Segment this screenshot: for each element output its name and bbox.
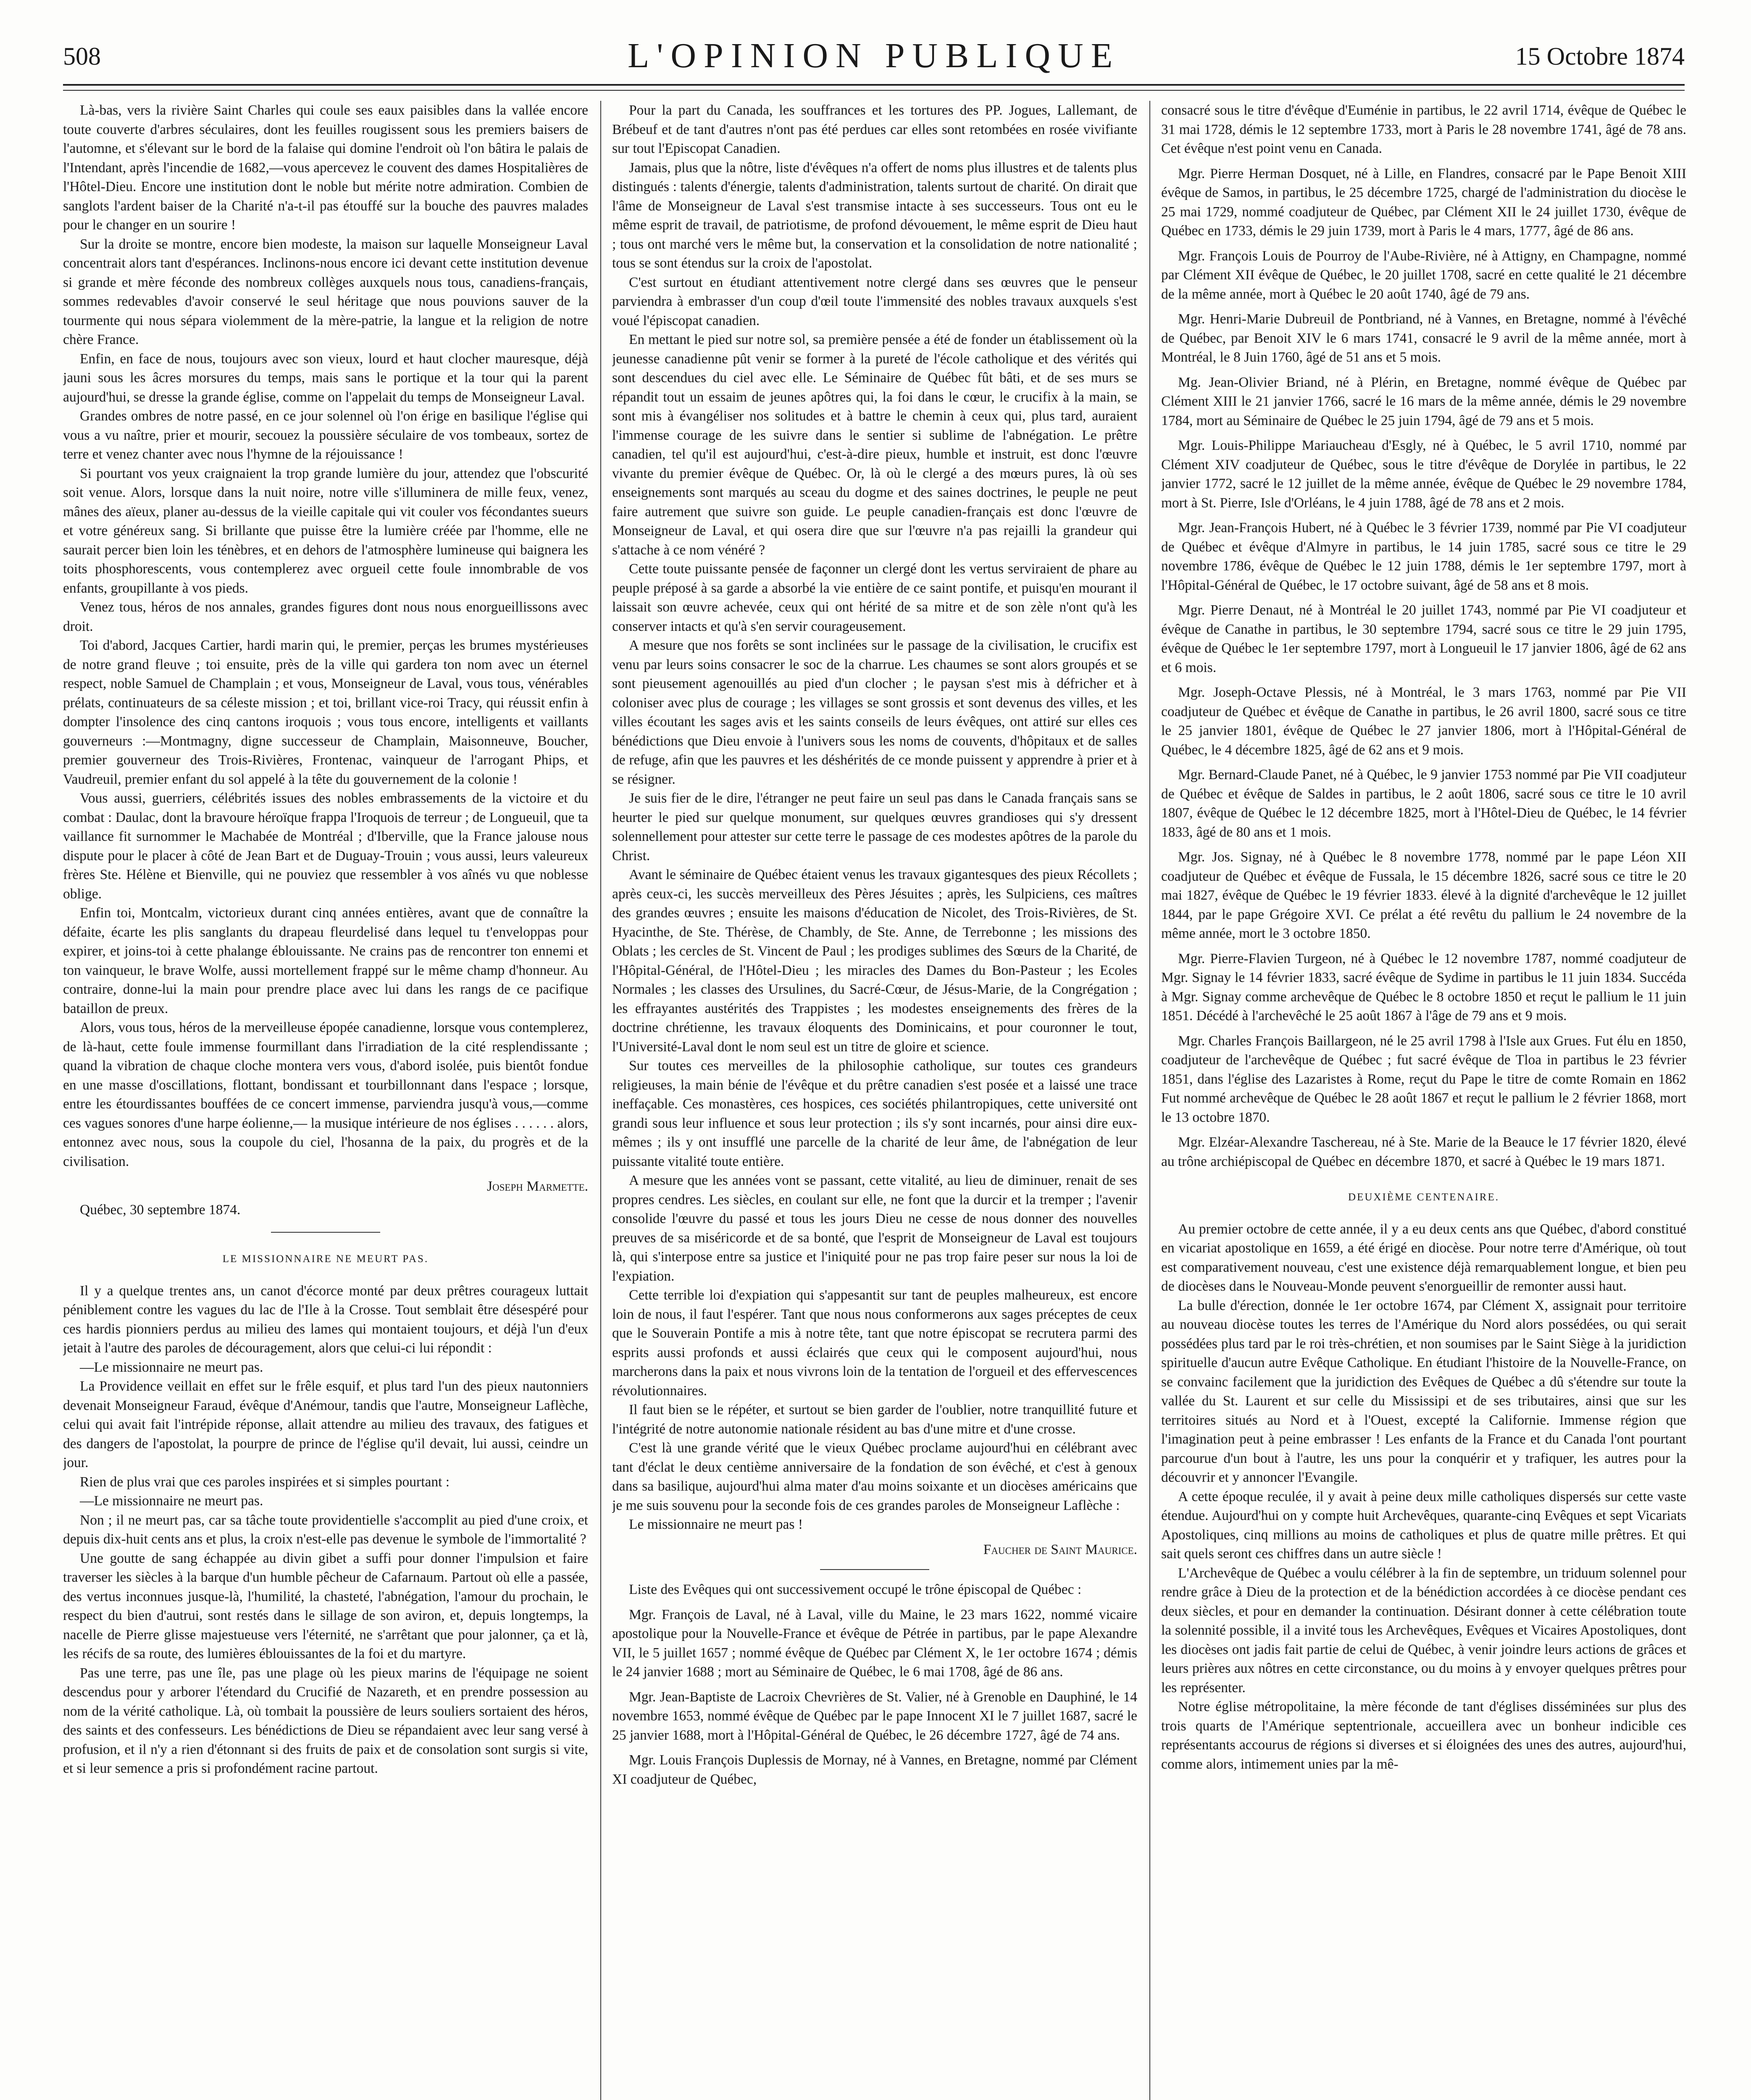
bishop-entry: Mgr. Joseph-Octave Plessis, né à Montréal, le 3 mars 1763, nommé par Pie VII coadjuteur de Québec et évêque de Canathe in partibus, le 26 avril 1800, sacré sous ce titre le 25 janvier 1801, évêque de Québec le 27 janvier 1806, mort à l'Hôpital-Général de Québec, le 4 décembre 1825, âgé de 62 ans et 9 mois.: [1161, 685, 1686, 758]
paragraph: Le missionnaire ne meurt pas !: [629, 1517, 803, 1532]
section-title: DEUXIÈME CENTENAIRE.: [1348, 1192, 1499, 1203]
bishop-entry: Mgr. Jean-François Hubert, né à Québec le 3 février 1739, nommé par Pie VI coadjuteur de Québec et évêque d'Almyre in partibus, le 14 juin 1785, sacré sous ce titre le 29 novembre 1786, évêque de Québec le 12 juin 1788, démis le 1er septembre 1797, mort à l'Hôpital-Général de Québec, le 17 octobre suivant, âgé de 58 ans et 8 mois.: [1161, 520, 1686, 593]
paragraph: Cette terrible loi d'expiation qui s'appesantit sur tant de peuples malheureux, est encore loin de nous, il faut l'espérer. Tant que nous nous conformerons aux sages préceptes de ceux que le Souverain Pontife a mis à notre tête, tant que notre épiscopat se recrutera parmi des esprits aussi profonds et aussi éclairés que ceux qui le composent aujourd'hui, nous marcherons dans la paix et nous vivrons loin de la tentation de l'orgueil et des effervescences révolutionnaires.: [612, 1287, 1137, 1399]
column-divider: [600, 101, 601, 2100]
column-3: [1161, 101, 1686, 2100]
author-signature: Faucher de Saint Maurice.: [983, 1541, 1137, 1557]
paragraph: Rien de plus vrai que ces paroles inspirées et si simples pourtant :: [80, 1474, 450, 1490]
section-rule: [820, 1569, 929, 1570]
paragraph: Là-bas, vers la rivière Saint Charles qui coule ses eaux paisibles dans la vallée encore toute couverte d'arbres séculaires, dont les feuilles rougissent sous les premiers baisers de l'automne, et s'élevant sur le bord de la falaise qui domine l'endroit où l'on bâtira le palais de l'Intendant, après l'incendie de 1682,—vous apercevez le couvent des dames Hospitalières de l'Hôtel-Dieu. Encore une institution dont le noble but mérite notre admiration. Combien de sanglots l'ardent baiser de la Charité n'a-t-il pas étouffé sur la bouche des pauvres malades pour le changer en un sourire !: [63, 102, 588, 233]
bishop-entry: Mgr. François de Laval, né à Laval, ville du Maine, le 23 mars 1622, nommé vicaire apostolique pour la Nouvelle-France et évêque de Pétrée in partibus, par le pape Alexandre VII, le 5 juillet 1657 ; nommé évêque de Québec par Clément X, le 1er octobre 1674 ; démis le 24 janvier 1688 ; mort au Séminaire de Québec, le 6 mai 1708, âgé de 86 ans.: [612, 1606, 1137, 1680]
issue-date: 15 Octobre 1874: [1515, 42, 1685, 70]
paragraph: consacré sous le titre d'évêque d'Euménie in partibus, le 22 avril 1714, évêque de Québec le 31 mai 1728, démis le 12 septembre 1733, mort à Paris le 28 novembre 1741, âgé de 78 ans. Cet évêque n'est point venu en Canada.: [1161, 102, 1686, 156]
bishop-entry: Mgr. Jean-Baptiste de Lacroix Chevrières de St. Valier, né à Grenoble en Dauphiné, le 14 novembre 1653, nommé évêque de Québec par le pape Innocent XI le 7 juillet 1687, sacré le 25 janvier 1688, mort à l'Hôpital-Général de Québec, le 26 décembre 1727, âgé de 74 ans.: [612, 1689, 1137, 1743]
paragraph: Il faut bien se le répéter, et surtout se bien garder de l'oublier, notre tranquillité future et l'intégrité de notre autonomie nationale résident au bas d'une mitre et d'une crosse.: [612, 1402, 1137, 1437]
paragraph: A mesure que nos forêts se sont inclinées sur le passage de la civilisation, le crucifix est venu par leurs soins consacrer le soc de la charrue. Les chaumes se sont alors groupés et se sont pieusement agenouillés au pied d'un clocher ; le paysan s'est mis à défricher et à coloniser avec plus de courage ; les villages se sont grossis et sont devenus des villes, et les villes écoutant les sages avis et les saints conseils de leurs évêques, ont attiré sur elles ces bénédictions que Dieu envoie à l'univers sous les noms de couvents, d'hôpitaux et de salles de refuge, afin que les pauvres et les déshérités de ce monde puissent y apprendre à prier et à se résigner.: [612, 638, 1137, 787]
paragraph: Si pourtant vos yeux craignaient la trop grande lumière du jour, attendez que l'obscurité soit venue. Alors, lorsque dans la nuit noire, notre ville s'illuminera de mille feux, venez, mânes des aïeux, planer au-dessus de la vieille capitale qui vit couler vos fécondantes sueurs et votre généreux sang. Si brillante que puisse être la lumière créée par l'homme, elle ne saurait percer bien loin les ténèbres, et en dehors de l'atmosphère lumineuse qui baignera les toits phosphorescents, vous contemplerez avec orgueil cette foule innombrable de vos enfants, groupillante à vos pieds.: [63, 465, 588, 596]
bishop-entry: Mgr. François Louis de Pourroy de l'Aube-Rivière, né à Attigny, en Champagne, nommé par Clément XII évêque de Québec, le 20 juillet 1708, sacré en cette qualité le 21 décembre de la même année, mort à Québec le 20 août 1740, âgé de 79 ans.: [1161, 248, 1686, 302]
bishop-entry: Mgr. Elzéar-Alexandre Taschereau, né à Ste. Marie de la Beauce le 17 février 1820, élevé au trône archiépiscopal de Québec en décembre 1870, et sacré à Québec le 19 mars 1871.: [1161, 1134, 1686, 1169]
paragraph: En mettant le pied sur notre sol, sa première pensée a été de fonder un établissement où la jeunesse canadienne pût venir se former à la pureté de l'école catholique et des vérités qui sont descendues du ciel avec elle. Le Séminaire de Québec fût bâti, et de ses murs se répandit tout un essaim de jeunes apôtres qui, la foi dans le cœur, le crucifix à la main, se sont mis à évangéliser nos solitudes et à battre le chemin à ceux qui, plus tard, auraient l'immense courage de les suivre dans le sentier si sublime de l'abnégation. Le prêtre canadien, tel qu'il est aujourd'hui, c'est-à-dire pieux, humble et instruit, est donc l'œuvre vivante du premier évêque de Québec. Or, là où le clergé a des mœurs pures, là où ses enseignements sont marqués au sceau du dogme et des saines doctrines, le peuple ne peut faire autrement que suivre son guide. Le peuple canadien-français est donc l'œuvre de Monseigneur de Laval, et qui osera dire que sur l'œuvre n'a pas rejailli la grandeur qui s'attache à ce nom vénéré ?: [612, 332, 1137, 558]
bishop-entry: Mg. Jean-Olivier Briand, né à Plérin, en Bretagne, nommé évêque de Québec par Clément XIII le 21 janvier 1766, sacré le 16 mars de la même année, démis le 29 novembre 1784, mort au Séminaire de Québec le 25 juin 1794, âgé de 79 ans et 5 mois.: [1161, 374, 1686, 428]
page-number: 508: [63, 42, 101, 70]
paragraph: —Le missionnaire ne meurt pas.: [80, 1359, 263, 1375]
header-rule: [63, 84, 1685, 91]
bishop-entry: Mgr. Jos. Signay, né à Québec le 8 novembre 1778, nommé par le pape Léon XII coadjuteur de Québec et évêque de Fussala, le 15 décembre 1826, sacré sous ce titre le 20 mai 1827, évêque de Québec le 19 février 1833. élevé à la dignité d'archevêque le 12 juillet 1844, par le pape Grégoire XVI. Ce prélat a été revêtu du pallium le 24 novembre de la même année, mort le 3 octobre 1850.: [1161, 849, 1686, 941]
paragraph: Avant le séminaire de Québec étaient venus les travaux gigantesques des pieux Récollets ; après ceux-ci, les succès merveilleux des Pères Jésuites ; après, les Sulpiciens, ces maîtres des grandes œuvres ; ensuite les maisons d'éducation de Nicolet, des Trois-Rivières, de St. Hyacinthe, de Ste. Thérèse, de Chambly, de Ste. Anne, de Terrebonne ; les missions des Oblats ; les cercles de St. Vincent de Paul ; les prodiges sublimes des Sœurs de la Charité, de l'Hôpital-Général, de l'Hôtel-Dieu ; les miracles des Dames du Bon-Pasteur ; les Ecoles Normales ; les classes des Ursulines, du Sacré-Cœur, de Jésus-Marie, de la Congrégation ; les effrayantes austérités des Trappistes ; les modestes enseignements des frères de la doctrine chrétienne, les travaux éloquents des Dominicains, et pour couronner le tout, l'Université-Laval dont le nom seul est un titre de gloire et science.: [612, 867, 1137, 1055]
paragraph: Sur la droite se montre, encore bien modeste, la maison sur laquelle Monseigneur Laval concentrait alors tant d'espérances. Inclinons-nous encore ici devant cette institution devenue si grande et mère féconde des nombreux collèges auxquels nous tous, canadiens-français, sommes redevables d'avoir conservé le seul héritage que nous pouvions sauver de la tourmente qui nous sépara violemment de la mère-patrie, la langue et la religion de notre chère France.: [63, 236, 588, 347]
paragraph: Cette toute puissante pensée de façonner un clergé dont les vertus serviraient de phare au peuple préposé à sa garde a absorbé la vie entière de ce saint pontife, et puisqu'en mourant il laissait son œuvre achevée, ceux qui ont hérité de sa mitre et de son zèle n'ont qu'à les conserver intacts et qu'à s'en servir courageusement.: [612, 561, 1137, 634]
paragraph: L'Archevêque de Québec a voulu célébrer à la fin de septembre, un triduum solennel pour rendre grâce à Dieu de la protection et de la bénédiction accordées à ce diocèse pendant ces deux siècles, et pour en demander la continuation. Désirant donner à cette célébration toute la solennité possible, il a invité tous les Archevêques, Evêques et Vicaires Apostoliques, dont les diocèses ont jadis fait partie de celui de Québec, à venir joindre leurs actions de grâces et leurs prières aux nôtres en cette circonstance, ou du moins à y envoyer quelques prêtres pour les représenter.: [1161, 1565, 1686, 1696]
column-divider: [1149, 101, 1150, 2100]
bishop-entry: Mgr. Pierre-Flavien Turgeon, né à Québec le 12 novembre 1787, nommé coadjuteur de Mgr. Signay le 14 février 1833, sacré évêque de Sydime in partibus le 11 juin 1834. Succéda à Mgr. Signay comme archevêque de Québec le 8 octobre 1850 et reçut le pallium le 11 juin 1851. Décédé à l'archevêché le 25 août 1867 à l'âge de 79 ans et 9 mois.: [1161, 950, 1686, 1024]
paragraph: Notre église métropolitaine, la mère féconde de tant d'églises disséminées sur plus des trois quarts de l'Amérique septentrionale, accueillera avec un bonheur indicible ces représentants accourus de régions si diverses et si éloignées des unes des autres, aujourd'hui, comme alors, intimement unies par la mê-: [1161, 1699, 1686, 1772]
paragraph: Grandes ombres de notre passé, en ce jour solennel où l'on érige en basilique l'église qui vous a vu naître, prier et mourir, secouez la poussière séculaire de vos tombeaux, sortez de terre et venez chanter avec nous l'hymne de la réjouissance !: [63, 408, 588, 462]
paragraph: A mesure que les années vont se passant, cette vitalité, au lieu de diminuer, renait de ses propres cendres. Les siècles, en coulant sur elle, ne font que la durcir et la tremper ; l'avenir consolide l'œuvre du passé et tous les jours Dieu ne cesse de nous donner des nouvelles preuves de sa miséricorde et de sa bonté, que l'esprit de Monseigneur de Laval est toujours là, qui s'interpose entre sa justice et l'iniquité pour ne pas trop faire peser sur nous la loi de l'expiation.: [612, 1173, 1137, 1284]
paragraph: Enfin, en face de nous, toujours avec son vieux, lourd et haut clocher mauresque, déjà jauni sous les âcres morsures du temps, mais sans le portique et la tour qui la parent aujourd'hui, se dresse la grande église, comme on l'appelait du temps de Monseigneur Laval.: [63, 351, 588, 405]
section-rule: [271, 1232, 380, 1233]
author-signature: Joseph Marmette.: [486, 1179, 588, 1194]
paragraph: Vous aussi, guerriers, célébrités issues des nobles embrassements de la victoire et du combat : Daulac, dont la bravoure héroïque frappa l'Iroquois de terreur ; de Longueuil, que ta vaillance fit surnommer le Machabée de Montréal ; d'Iberville, que la France jalouse nous dispute pour le placer à côté de Jean Bart et de Duguay-Trouin ; vous aussi, leurs valeureux frères Ste. Hélène et Bienville, qui ne pouviez que ressembler à vos aînés vu que noblesse oblige.: [63, 790, 588, 902]
page-header: [63, 25, 1685, 84]
bishop-entry: Mgr. Louis François Duplessis de Mornay, né à Vannes, en Bretagne, nommé par Clément XI coadjuteur de Québec,: [612, 1752, 1137, 1787]
paragraph: La Providence veillait en effet sur le frêle esquif, et plus tard l'un des pieux nautonniers devenait Monseigneur Faraud, évêque d'Anémour, tandis que l'autre, Monseigneur Laflèche, celui qui avait fait l'intrépide réponse, allait attendre au milieu des travaux, des fatigues et des dangers de l'apostolat, la pourpre de prince de l'église qu'il devait, lui aussi, ceindre un jour.: [63, 1378, 588, 1470]
bishops-list-intro: Liste des Evêques qui ont successivement occupé le trône épiscopal de Québec :: [629, 1582, 1082, 1597]
bishop-entry: Mgr. Henri-Marie Dubreuil de Pontbriand, né à Vannes, en Bretagne, nommé à l'évêché de Québec, par Benoit XIV le 6 mars 1741, consacré le 9 avril de la même année, mort à Montréal, le 8 Juin 1760, âgé de 51 ans et 5 mois.: [1161, 311, 1686, 365]
section-title: LE MISSIONNAIRE NE MEURT PAS.: [222, 1253, 429, 1265]
paragraph: Sur toutes ces merveilles de la philosophie catholique, sur toutes ces grandeurs religieuses, la main bénie de l'évêque et du prêtre canadien s'est posée et a laissé une trace ineffaçable. Ces monastères, ces hospices, ces sociétés philantropiques, cette université ont grandi sous leur influence et sous leur protection ; ils s'y sont incarnés, pour ainsi dire eux-mêmes ; ils y ont insufflé une parcelle de la charité de leur âme, de l'abnégation de leur puissante vitalité toute entière.: [612, 1058, 1137, 1169]
paragraph: Toi d'abord, Jacques Cartier, hardi marin qui, le premier, perças les brumes mystérieuses de notre grand fleuve ; toi ensuite, près de la ville qui gardera ton nom avec un éternel respect, noble Samuel de Champlain ; et vous, Monseigneur de Laval, vous tous, vénérables prélats, continuateurs de sa céleste mission ; et toi, brillant vice-roi Tracy, qui réussit enfin à dompter l'insolence des cinq cantons iroquois ; vous tous encore, intelligents et vaillants gouverneurs :—Montmagny, digne successeur de Champlain, Maisonneuve, Boucher, premier gouverneur des Trois-Rivières, Frontenac, vainqueur de l'arrogant Phips, et Vaudreuil, premier enfant du sol appelé à la tête du gouvernement de la colonie !: [63, 638, 588, 787]
paragraph: Enfin toi, Montcalm, victorieux durant cinq années entières, avant que de connaître la défaite, écarte les plis sanglants du drapeau fleurdelisé dans lequel tu t'enveloppas pour expirer, et joins-toi à cette phalange éblouissante. Ne crains pas de rencontrer ton ennemi et ton vainqueur, le brave Wolfe, aussi mortellement frappé sur le même champ d'honneur. Au contraire, donne-lui la main pour prendre place avec lui dans les rangs de ce pacifique bataillon de preux.: [63, 905, 588, 1016]
bishop-entry: Mgr. Louis-Philippe Mariaucheau d'Esgly, né à Québec, le 5 avril 1710, nommé par Clément XIV coadjuteur de Québec, sous le titre d'évêque de Dorylée in partibus, le 22 janvier 1772, sacré le 12 juillet de la même année, évêque de Québec le 29 novembre 1784, mort à St. Pierre, Isle d'Orléans, le 4 juin 1788, âgé de 78 ans et 2 mois.: [1161, 438, 1686, 511]
paragraph: C'est là une grande vérité que le vieux Québec proclame aujourd'hui en célébrant avec tant d'éclat le deux centième anniversaire de la fondation de son évêché, et c'est à genoux dans sa basilique, aujourd'hui alma mater d'au moins soixante et un diocèses américains que je me suis souvenu pour la seconde fois de ces grandes paroles de Monseigneur Laflèche :: [612, 1440, 1137, 1513]
column-2: [612, 101, 1137, 2100]
paragraph: Venez tous, héros de nos annales, grandes figures dont nous nous enorgueillissons avec droit.: [63, 599, 588, 634]
dateline: Québec, 30 septembre 1874.: [80, 1202, 241, 1218]
bishop-entry: Mgr. Pierre Denaut, né à Montréal le 20 juillet 1743, nommé par Pie VI coadjuteur et évêque de Canathe in partibus, le 30 septembre 1794, sacré sous ce titre le 29 juin 1795, évêque de Québec le 1er septembre 1797, mort à Longueuil le 17 janvier 1806, âgé de 62 ans et 6 mois.: [1161, 602, 1686, 675]
column-1: [63, 101, 588, 2100]
paragraph: Pour la part du Canada, les souffrances et les tortures des PP. Jogues, Lallemant, de Brébeuf et de tant d'autres n'ont pas été perdues car elles sont retombées en rosée vivifiante sur tout l'Episcopat Canadien.: [612, 102, 1137, 156]
paragraph: Jamais, plus que la nôtre, liste d'évêques n'a offert de noms plus illustres et de talents plus distingués : talents d'énergie, talents d'administration, talents surtout de charité. On dirait que l'âme de Monseigneur de Laval s'est transmise intacte à ses successeurs. Tous ont eu le même esprit de travail, de patriotisme, de profond dévouement, le même esprit de Dieu haut ; tous ont marché vers le même but, la conservation et la consolidation de notre nationalité ; tous se sont étendus sur la croix de l'apostolat.: [612, 160, 1137, 271]
paragraph: Je suis fier de le dire, l'étranger ne peut faire un seul pas dans le Canada français sans se heurter le pied sur quelque monument, sur quelques œuvres grandioses qui s'y dressent solennellement pour attester sur cette terre le passage de ces modestes apôtres de la parole du Christ.: [612, 790, 1137, 864]
paragraph: C'est surtout en étudiant attentivement notre clergé dans ses œuvres que le penseur parviendra à embrasser d'un coup d'œil toute l'immensité des nobles travaux auxquels s'est voué l'épiscopat canadien.: [612, 274, 1137, 328]
paragraph: La bulle d'érection, donnée le 1er octobre 1674, par Clément X, assignait pour territoire au nouveau diocèse toutes les terres de l'Amérique du Nord alors possédées, ou qui serait possédées plus tard par le roi très-chrétien, et non soumises par le Saint Siège à la juridiction spirituelle d'aucun autre Evêque Catholique. En étudiant l'histoire de la Nouvelle-France, on se convainc facilement que la juridiction des Evêques de Québec a dû s'étendre sur toute la vallée du St. Laurent et sur celle du Mississipi et de ses tributaires, ainsi que sur les territoires situés au Nord et à l'Ouest, excepté la Californie. Immense région que l'imagination peut à peine embrasser ! Les enfants de la France et du Canada l'ont pourtant parcourue d'un bout à l'autre, les uns pour la conquérir et y trafiquer, les autres pour la découvrir et y annoncer l'Evangile.: [1161, 1297, 1686, 1485]
paragraph: —Le missionnaire ne meurt pas.: [80, 1493, 263, 1509]
paragraph: A cette époque reculée, il y avait à peine deux mille catholiques dispersés sur cette vaste étendue. Aujourd'hui on y compte huit Archevêques, quarante-cinq Evêques et sept Vicariats Apostoliques, cinq millions au moins de catholiques et plus de quatre mille prêtres. Et qui sait quels seront ces chiffres dans un autre siècle !: [1161, 1488, 1686, 1562]
newspaper-title: L'OPINION PUBLIQUE: [627, 36, 1120, 75]
paragraph: Au premier octobre de cette année, il y a eu deux cents ans que Québec, d'abord constitué en vicariat apostolique en 1659, a été érigé en diocèse. Pour notre terre d'Amérique, où tout est comparativement nouveau, c'est une existence déjà remarquablement longue, et bien peu de diocèses dans le Nouveau-Monde peuvent s'enorgueillir de remonter aussi haut.: [1161, 1221, 1686, 1294]
paragraph: Une goutte de sang échappée au divin gibet a suffi pour donner l'impulsion et faire traverser les siècles à la barque d'un humble pêcheur de Cafarnaum. Partout où elle a passée, des vertus inconnues jusque-là, l'humilité, la chasteté, l'abnégation, l'amour du prochain, le respect du bien d'autrui, sont restés dans le sillage de son aviron, et, depuis longtemps, la nacelle de Pierre glisse majestueuse vers l'éternité, ne s'arrêtant que pour jalonner, ça et là, les récifs de sa route, des lumières éblouissantes de la foi et du martyre.: [63, 1550, 588, 1662]
bishop-entry: Mgr. Bernard-Claude Panet, né à Québec, le 9 janvier 1753 nommé par Pie VII coadjuteur de Québec et évêque de Saldes in partibus, le 2 août 1806, sacré sous ce titre le 10 avril 1807, évêque de Québec le 12 décembre 1825, mort à l'Hôtel-Dieu de Québec, le 14 février 1833, âgé de 80 ans et 1 mois.: [1161, 767, 1686, 840]
bishop-entry: Mgr. Pierre Herman Dosquet, né à Lille, en Flandres, consacré par le Pape Benoit XIII évêque de Samos, in partibus, le 25 décembre 1725, chargé de l'administration du diocèse le 25 mai 1729, nommé coadjuteur de Québec, par Clément XII le 24 juillet 1730, évêque de Québec en 1733, démis le 29 juin 1739, mort à Paris le 4 mars, 1777, âgé de 86 ans.: [1161, 165, 1686, 239]
paragraph: Non ; il ne meurt pas, car sa tâche toute providentielle s'accomplit au pied d'une croix, et depuis dix-huit cents ans et plus, la croix n'est-elle pas devenue le symbole de l'immortalité ?: [63, 1512, 588, 1547]
paragraph: Alors, vous tous, héros de la merveilleuse épopée canadienne, lorsque vous contemplerez, de là-haut, cette foule immense fourmillant dans l'irradiation de la cité resplendissante ; quand la vibration de chaque cloche montera vers vous, d'abord isolée, puis bientôt fondue en une masse d'oscillations, flottant, bondissant et tourbillonnant dans l'espace ; lorsque, entre les étourdissantes bouffées de ce concert immense, parviendra jusqu'à vous,—comme ces vagues sonores d'une harpe éolienne,— la musique intérieure de nos églises . . . . . . alors, entonnez avec nous, sous la coupole du ciel, l'hosanna de la paix, du progrès et de la civilisation.: [63, 1020, 588, 1169]
paragraph: Pas une terre, pas une île, pas une plage où les pieux marins de l'équipage ne soient descendus pour y arborer l'étendard du Crucifié de Nazareth, et en prendre possession au nom de la vérité catholique. Là, où tombait la poussière de leurs souliers sortaient des héros, des saints et des confesseurs. Les bénédictions de Dieu se répandaient avec leur sang versé à profusion, et il n'y a rien d'étonnant si des fruits de paix et de consolation sont surgis si vite, et si leur semence a pris si profondément racine partout.: [63, 1665, 588, 1776]
bishop-entry: Mgr. Charles François Baillargeon, né le 25 avril 1798 à l'Isle aux Grues. Fut élu en 1850, coadjuteur de l'archevêque de Québec ; fut sacré évêque de Tloa in partibus le 23 février 1851, dans l'église des Lazaristes à Rome, reçut du Pape le titre de comte Romain en 1862 Fut nommé archevêque de Québec le 28 août 1867 et reçut le pallium le 2 février 1868, mort le 13 octobre 1870.: [1161, 1033, 1686, 1125]
paragraph: Il y a quelque trentes ans, un canot d'écorce monté par deux prêtres courageux luttait péniblement contre les vagues du lac de l'Ile à la Crosse. Tout semblait être désespéré pour ces hardis pionniers perdus au milieu des lames qui montaient toujours, et déjà l'un d'eux jetait à l'autre des paroles de découragement, alors que celui-ci lui répondit :: [63, 1283, 588, 1356]
